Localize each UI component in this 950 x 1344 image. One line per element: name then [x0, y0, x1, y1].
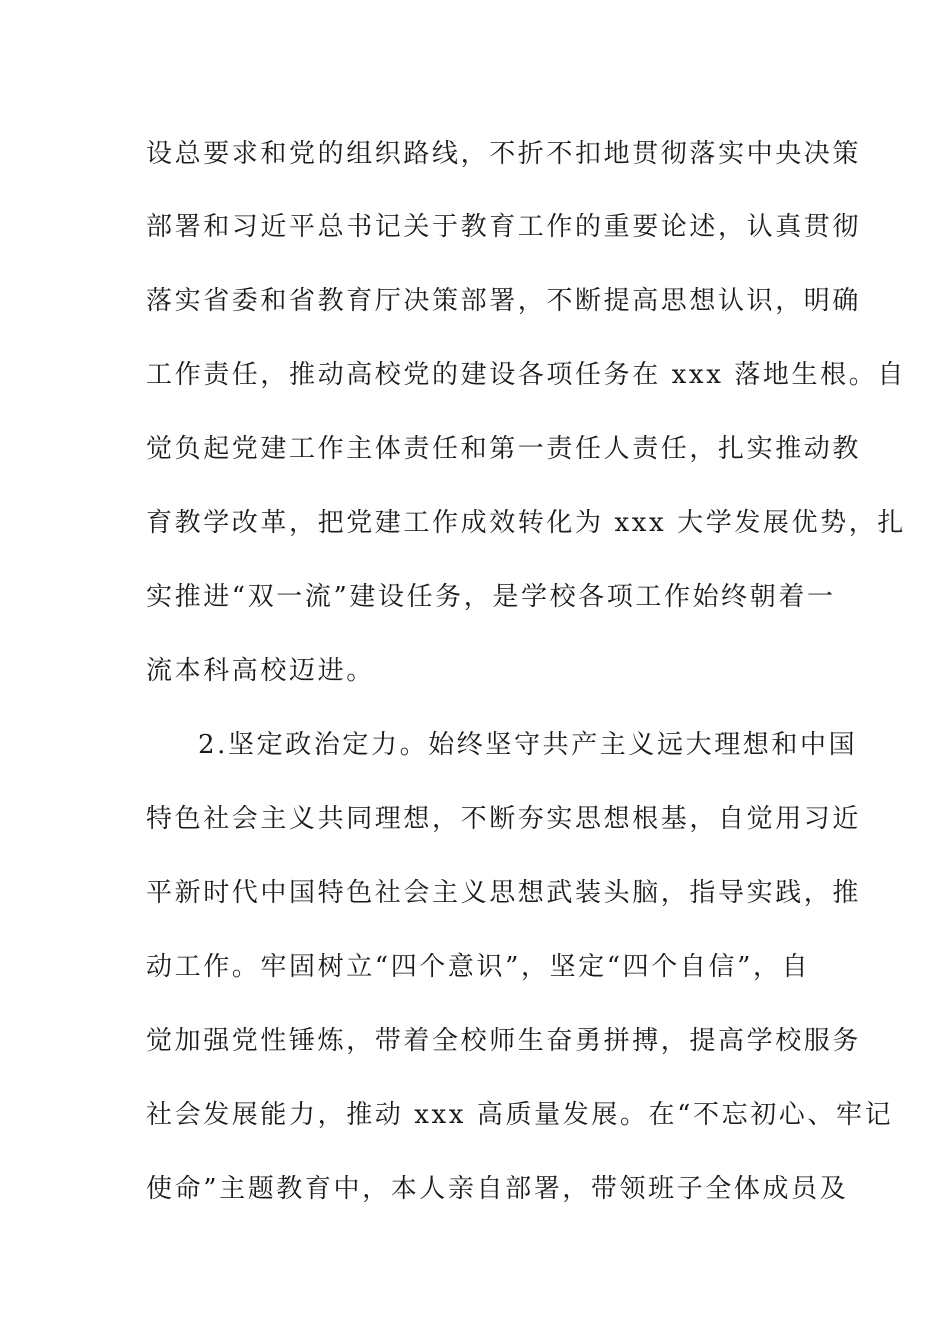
text-line: 部署和习近平总书记关于教育工作的重要论述，认真贯彻 — [146, 212, 862, 242]
text-line: 使命”主题教育中，本人亲自部署，带领班子全体成员及 — [146, 1174, 849, 1204]
text-line: 流本科高校迈进。 — [146, 656, 375, 686]
text-line: 社会发展能力，推动 xxx 高质量发展。在“不忘初心、牢记 — [146, 1100, 894, 1130]
text-line: 平新时代中国特色社会主义思想武装头脑，指导实践，推 — [146, 878, 862, 908]
text-line: 实推进“双一流”建设任务，是学校各项工作始终朝着一 — [146, 582, 836, 612]
text-line: 觉负起党建工作主体责任和第一责任人责任，扎实推动教 — [146, 434, 862, 464]
text-line: 工作责任，推动高校党的建设各项任务在 xxx 落地生根。自 — [146, 360, 906, 390]
text-line: 育教学改革，把党建工作成效转化为 xxx 大学发展优势，扎 — [146, 508, 906, 538]
text-line: 设总要求和党的组织路线，不折不扣地贯彻落实中央决策 — [146, 139, 862, 169]
text-line: 动工作。牢固树立“四个意识”，坚定“四个自信”，自 — [146, 952, 811, 982]
text-line: 落实省委和省教育厅决策部署，不断提高思想认识，明确 — [146, 286, 862, 316]
paragraph-heading-line: 2.坚定政治定力。始终坚守共产主义远大理想和中国 — [198, 730, 858, 760]
text-line: 特色社会主义共同理想，不断夯实思想根基，自觉用习近 — [146, 804, 862, 834]
text-line: 觉加强党性锤炼，带着全校师生奋勇拼搏，提高学校服务 — [146, 1026, 862, 1056]
